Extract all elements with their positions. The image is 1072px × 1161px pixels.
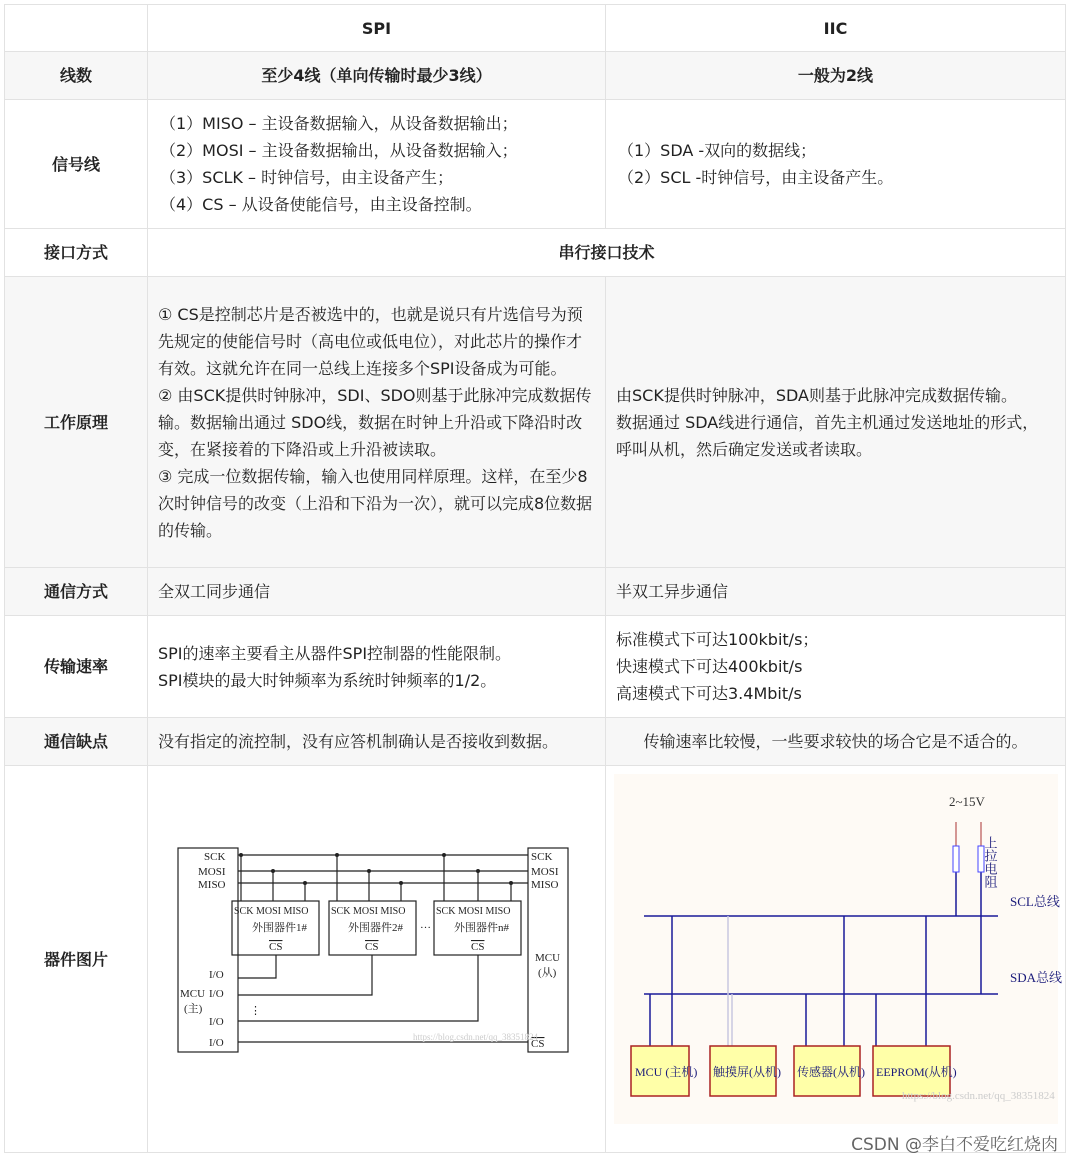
io-label: I/O bbox=[209, 988, 224, 1000]
label-pictures: 器件图片 bbox=[5, 766, 148, 1153]
deviceN-cs: CS bbox=[471, 941, 485, 953]
spi-speed bbox=[148, 616, 606, 718]
iic-comm: 半双工异步通信 bbox=[606, 568, 1066, 616]
slave-cs: CS bbox=[531, 1038, 545, 1050]
spi-watermark: https://blog.csdn.net/qq_38351824 bbox=[413, 1032, 538, 1042]
header-spi: SPI bbox=[148, 5, 606, 52]
spi-comm: 全双工同步通信 bbox=[148, 568, 606, 616]
label-interface: 接口方式 bbox=[5, 229, 148, 277]
slave-label: MCU bbox=[535, 952, 561, 964]
spi-signals bbox=[148, 100, 606, 229]
speed-line: SPI的速率主要看主从器件SPI控制器的性能限制。 bbox=[158, 643, 512, 663]
spi-wires: 至少4线（单向传输时最少3线） bbox=[148, 52, 606, 100]
spi-cons: 没有指定的流控制，没有应答机制确认是否接收到数据。 bbox=[148, 718, 606, 766]
io-label: I/O bbox=[209, 1016, 224, 1028]
spi-principle bbox=[148, 277, 606, 568]
deviceN-label: 外围器件n# bbox=[454, 922, 509, 934]
device2-label: 外围器件2# bbox=[348, 922, 403, 934]
spi-bus-diagram bbox=[148, 766, 606, 1144]
principle-para: ③ 完成一位数据传输，输入也使用同样原理。这样，在至少8次时钟信号的改变（上沿和下沿为一次），就可以完成8位数据的传输。 bbox=[158, 466, 593, 540]
csdn-watermark: CSDN @李白不爱吃红烧肉 bbox=[851, 1135, 1058, 1155]
iic-watermark: https://blog.csdn.net/qq_38351824 bbox=[902, 1090, 1055, 1102]
iic-cons: 传输速率比较慢，一些要求较快的场合它是不适合的。 bbox=[606, 718, 1066, 766]
io-label: I/O bbox=[209, 1037, 224, 1049]
voltage-label: 2~15V bbox=[949, 794, 985, 809]
iic-wires: 一般为2线 bbox=[606, 52, 1066, 100]
svg-text:SCK MOSI MISO: SCK MOSI MISO bbox=[436, 906, 511, 917]
master-label: MCU bbox=[180, 988, 206, 1000]
header-iic: IIC bbox=[606, 5, 1066, 52]
spi-signal-line: （3）SCLK – 时钟信号，由主设备产生； bbox=[160, 168, 454, 187]
principle-para: 由SCK提供时钟脉冲，SDA则基于此脉冲完成数据传输。 bbox=[616, 385, 1017, 405]
iic-picture-cell bbox=[606, 766, 1066, 1153]
eeprom-box: EEPROM(从机) bbox=[876, 1065, 957, 1079]
sda-bus-label: SDA总线 bbox=[1010, 970, 1063, 985]
speed-line: 高速模式下可达3.4Mbit/s bbox=[616, 684, 802, 703]
iic-signal-line: （2）SCL -时钟信号，由主设备产生。 bbox=[618, 168, 894, 187]
speed-line: 标准模式下可达100kbit/s； bbox=[616, 630, 819, 649]
iic-principle bbox=[606, 277, 1066, 568]
touchscreen-box: 触摸屏(从机) bbox=[713, 1065, 781, 1079]
speed-line: SPI模块的最大时钟频率为系统时钟频率的1/2。 bbox=[158, 670, 497, 690]
iic-bus-diagram bbox=[606, 766, 1066, 1144]
iic-speed bbox=[606, 616, 1066, 718]
master-sub-label: (主) bbox=[184, 1003, 203, 1015]
slave-sck-label: SCK bbox=[531, 851, 553, 863]
sensor-box: 传感器(从机) bbox=[797, 1065, 865, 1079]
vertical-ellipsis: ⋮ bbox=[250, 1005, 261, 1017]
ellipsis: … bbox=[420, 919, 431, 931]
label-signals: 信号线 bbox=[5, 100, 148, 229]
principle-para: 数据通过 SDA线进行通信，首先主机通过发送地址的形式， bbox=[616, 412, 1039, 432]
slave-mosi-label: MOSI bbox=[531, 866, 559, 878]
label-comm: 通信方式 bbox=[5, 568, 148, 616]
interface-value: 串行接口技术 bbox=[148, 229, 1066, 277]
io-label: I/O bbox=[209, 969, 224, 981]
spi-signal-line: （2）MOSI – 主设备数据输出，从设备数据输入； bbox=[160, 141, 518, 160]
master-mosi-label: MOSI bbox=[198, 866, 226, 878]
principle-para: ① CS是控制芯片是否被选中的，也就是说只有片选信号为预先规定的使能信号时（高电位或低电位），对此芯片的操作才有效。这就允许在同一总线上连接多个SPI设备成为可能。 bbox=[158, 304, 583, 378]
scl-bus-label: SCL总线 bbox=[1010, 894, 1060, 909]
label-cons: 通信缺点 bbox=[5, 718, 148, 766]
principle-para: ② 由SCK提供时钟脉冲，SDI、SDO则基于此脉冲完成数据传输。数据输出通过 SDO线，数据在时钟上升沿或下降沿时改变，在紧接着的下降沿或上升沿被读取。 bbox=[158, 385, 592, 459]
spi-signal-line: （4）CS – 从设备使能信号，由主设备控制。 bbox=[160, 195, 482, 214]
device2-cs: CS bbox=[365, 941, 379, 953]
spi-picture-cell bbox=[148, 766, 606, 1153]
pullup-label: 上拉电阻 bbox=[982, 836, 998, 888]
svg-text:SCK MOSI MISO: SCK MOSI MISO bbox=[234, 906, 309, 917]
device1-cs: CS bbox=[269, 941, 283, 953]
label-principle: 工作原理 bbox=[5, 277, 148, 568]
speed-line: 快速模式下可达400kbit/s bbox=[616, 657, 803, 676]
iic-signals bbox=[606, 100, 1066, 229]
svg-text:SCK MOSI MISO: SCK MOSI MISO bbox=[331, 906, 406, 917]
device1-label: 外围器件1# bbox=[252, 922, 307, 934]
slave-sub-label: (从) bbox=[538, 967, 557, 979]
master-sck-label: SCK bbox=[204, 851, 226, 863]
principle-para: 呼叫从机，然后确定发送或者读取。 bbox=[616, 439, 873, 459]
corner-cell bbox=[5, 5, 148, 52]
iic-signal-line: （1）SDA -双向的数据线； bbox=[618, 141, 817, 160]
spi-signal-line: （1）MISO – 主设备数据输入，从设备数据输出； bbox=[160, 114, 518, 133]
mcu-master-box: MCU (主机) bbox=[635, 1065, 698, 1079]
label-wires: 线数 bbox=[5, 52, 148, 100]
master-miso-label: MISO bbox=[198, 879, 226, 891]
label-speed: 传输速率 bbox=[5, 616, 148, 718]
slave-miso-label: MISO bbox=[531, 879, 559, 891]
spi-iic-comparison-table bbox=[4, 4, 1066, 1153]
